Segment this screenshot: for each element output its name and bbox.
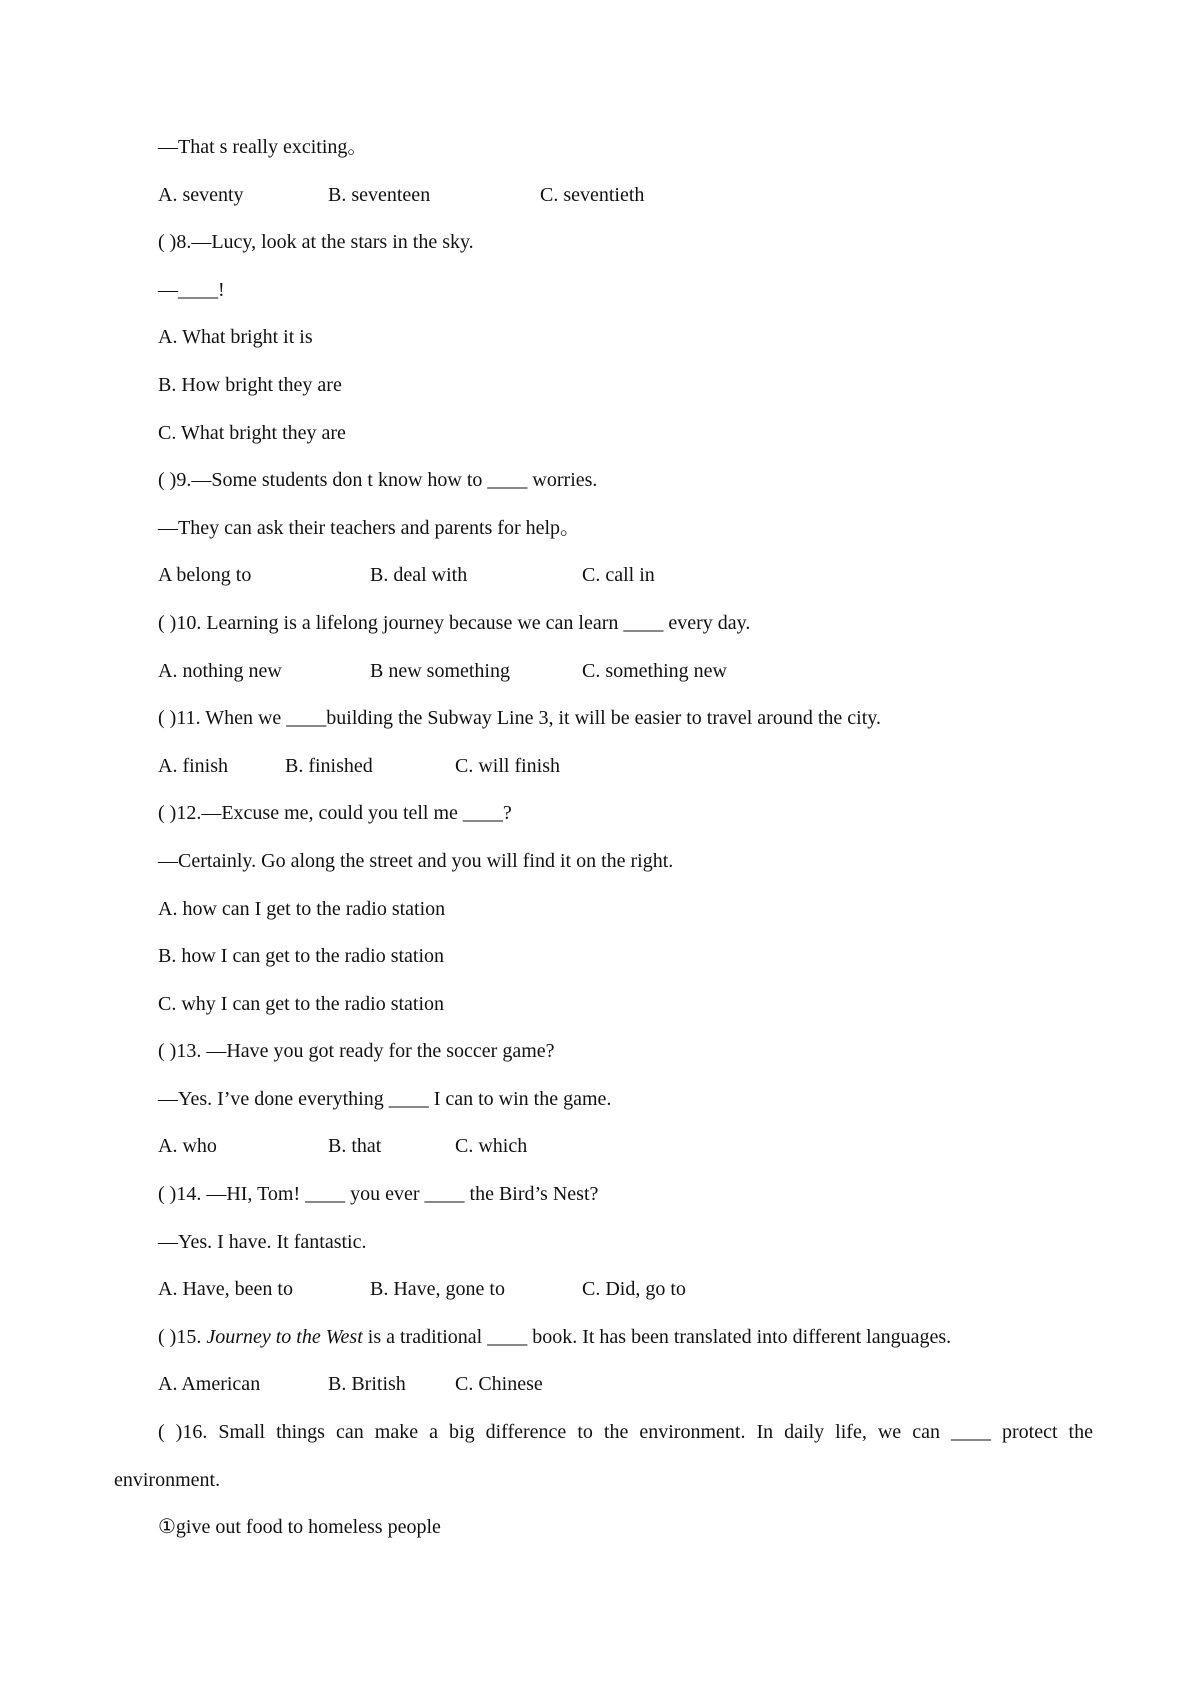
q15-options bbox=[158, 1361, 1093, 1409]
q12-option-c: C. why I can get to the radio station bbox=[158, 992, 445, 1015]
q11-option-a: A. finish bbox=[158, 754, 228, 777]
q16-stem-line-2: environment. bbox=[114, 1468, 221, 1491]
q12-option-b: B. how I can get to the radio station bbox=[158, 945, 445, 968]
q10-options bbox=[158, 648, 1093, 696]
q7-option-a: A. seventy bbox=[158, 183, 244, 206]
q13-reply: —Yes. I’ve done everything ____ I can to win the game. bbox=[158, 1087, 612, 1110]
q14-option-a: A. Have, been to bbox=[158, 1278, 293, 1301]
q14-options bbox=[158, 1266, 1093, 1314]
q9-option-c: C. call in bbox=[582, 564, 655, 587]
q7-option-c: C. seventieth bbox=[540, 183, 645, 206]
q9-option-a: A belong to bbox=[158, 564, 252, 587]
q16-stem-line-1: ( )16. Small things can make a big difference to the environment. In daily life, we can ____ protect the bbox=[158, 1421, 1093, 1444]
q13-stem: ( )13. —Have you got ready for the soccer game? bbox=[158, 1040, 555, 1063]
q15-option-a: A. American bbox=[158, 1373, 261, 1396]
q13-option-a: A. who bbox=[158, 1135, 217, 1158]
q15-suffix: is a traditional ____ book. It has been translated into different languages. bbox=[362, 1325, 952, 1348]
q8-option-c: C. What bright they are bbox=[158, 421, 346, 444]
q13-options bbox=[158, 1123, 1093, 1171]
q9-stem: ( )9.—Some students don t know how to ____ worries. bbox=[158, 469, 598, 492]
q10-option-a: A. nothing new bbox=[158, 659, 282, 682]
q9-option-b: B. deal with bbox=[370, 564, 468, 587]
q14-stem: ( )14. —HI, Tom! ____ you ever ____ the Bird’s Nest? bbox=[158, 1183, 599, 1206]
q9-options bbox=[158, 552, 1093, 600]
q14-option-b: B. Have, gone to bbox=[370, 1278, 505, 1301]
q16-item-1: ①give out food to homeless people bbox=[158, 1516, 441, 1539]
q7-option-b: B. seventeen bbox=[328, 183, 431, 206]
q15-book-title: Journey to the West bbox=[206, 1325, 363, 1348]
q10-option-c: C. something new bbox=[582, 659, 727, 682]
q15-stem bbox=[158, 1314, 1093, 1362]
q10-stem: ( )10. Learning is a lifelong journey because we can learn ____ every day. bbox=[158, 611, 751, 634]
q14-option-c: C. Did, go to bbox=[582, 1278, 686, 1301]
q11-stem: ( )11. When we ____building the Subway Line 3, it will be easier to travel around the city. bbox=[158, 707, 881, 730]
q12-reply: —Certainly. Go along the street and you will find it on the right. bbox=[158, 849, 674, 872]
q12-stem: ( )12.—Excuse me, could you tell me ____? bbox=[158, 802, 512, 825]
q8-reply: —____! bbox=[158, 278, 225, 301]
q11-options bbox=[158, 743, 1093, 791]
q8-option-b: B. How bright they are bbox=[158, 373, 342, 396]
q7-options bbox=[158, 172, 1093, 220]
q15-prefix: ( )15. bbox=[158, 1325, 207, 1348]
document-body bbox=[114, 124, 1093, 1552]
q15-option-c: C. Chinese bbox=[455, 1373, 543, 1396]
q8-stem: ( )8.—Lucy, look at the stars in the sky. bbox=[158, 231, 474, 254]
q14-reply: —Yes. I have. It fantastic. bbox=[158, 1230, 367, 1253]
q8-option-a: A. What bright it is bbox=[158, 326, 313, 349]
q15-option-b: B. British bbox=[328, 1373, 406, 1396]
q12-option-a: A. how can I get to the radio station bbox=[158, 897, 446, 920]
q13-option-b: B. that bbox=[328, 1135, 382, 1158]
q11-option-c: C. will finish bbox=[455, 754, 561, 777]
q9-reply: —They can ask their teachers and parents for help。 bbox=[158, 516, 581, 539]
q11-option-b: B. finished bbox=[285, 754, 373, 777]
q13-option-c: C. which bbox=[455, 1135, 528, 1158]
q10-option-b: B new something bbox=[370, 659, 510, 682]
q7-reply: —That s really exciting。 bbox=[158, 136, 368, 158]
